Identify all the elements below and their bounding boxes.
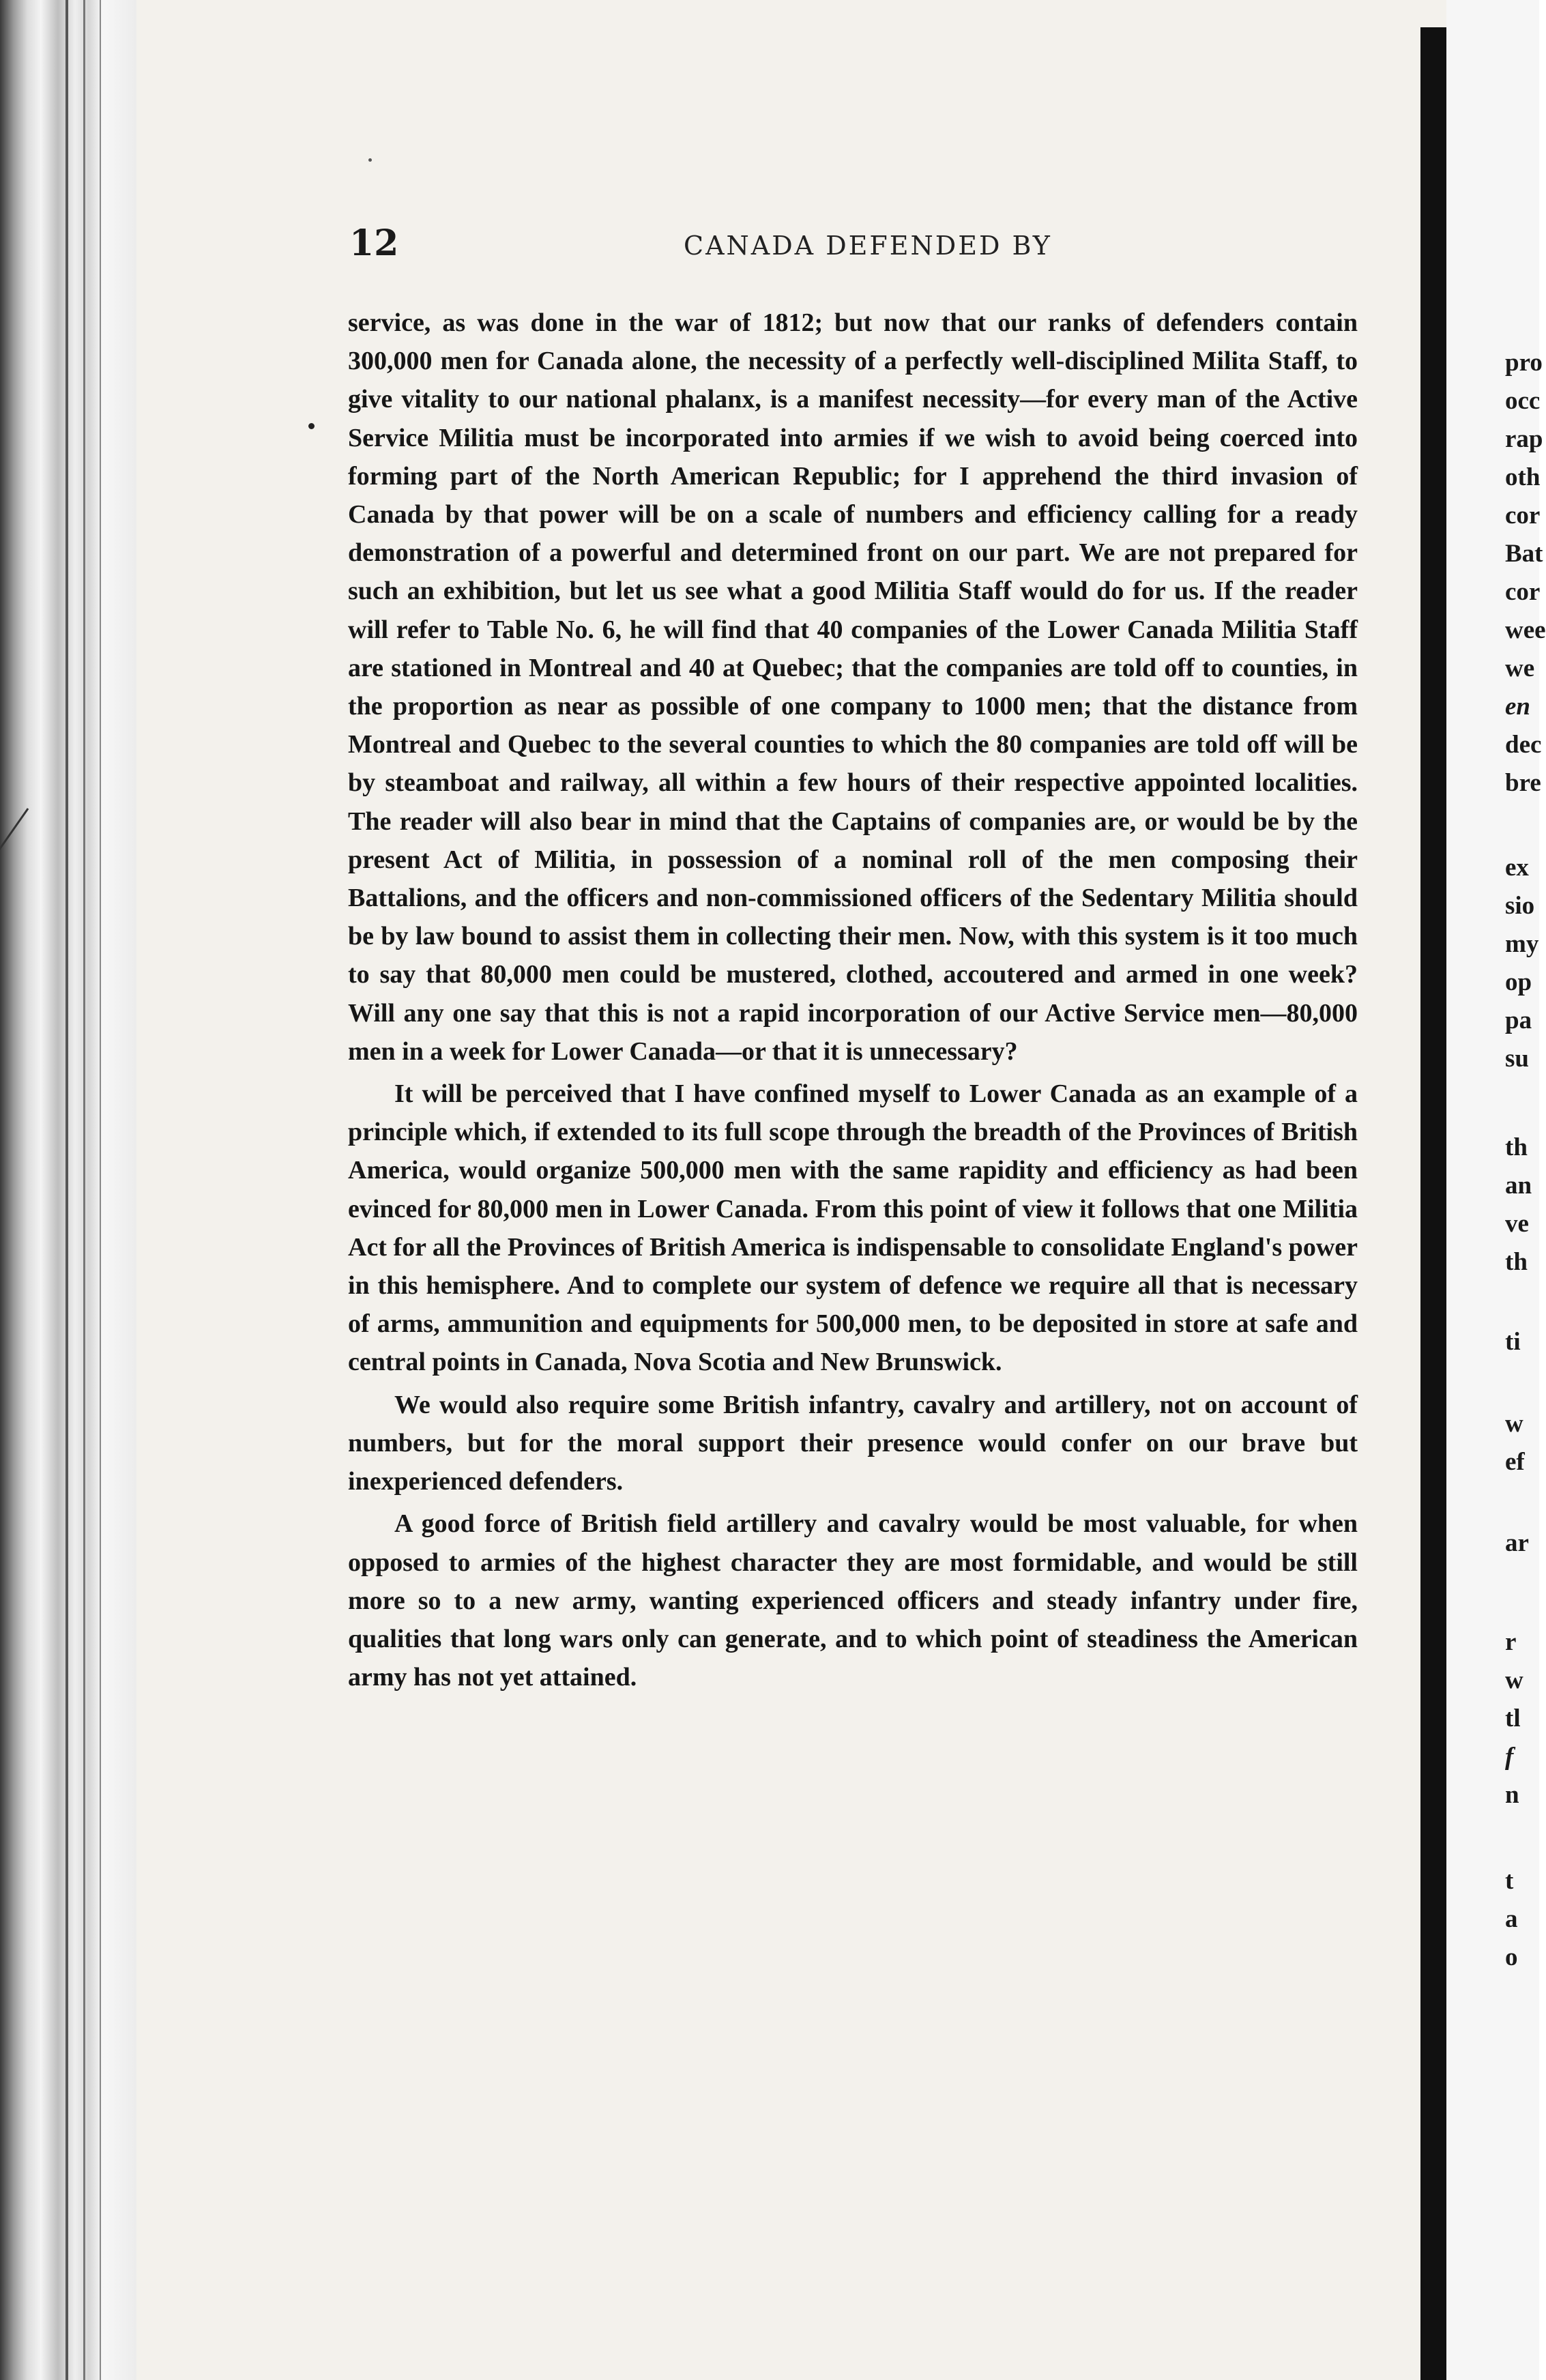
facing-page-fragment: we [1505, 654, 1535, 682]
facing-page-fragment: dec [1505, 731, 1542, 759]
margin-bullet [308, 423, 315, 429]
binding-line [65, 0, 68, 2380]
facing-page-fragment: a [1505, 1905, 1518, 1933]
facing-page-fragment: cor [1505, 502, 1541, 529]
facing-page-fragment: cor [1505, 578, 1541, 606]
facing-page-fragment: o [1505, 1943, 1518, 1971]
running-head-title: CANADA DEFENDED BY [684, 231, 1052, 261]
facing-page-fragment: tl [1505, 1704, 1521, 1732]
facing-page-fragment: bre [1505, 769, 1541, 797]
facing-page-fragment: th [1505, 1133, 1528, 1161]
book-binding-edge [0, 0, 136, 2380]
running-head [349, 222, 1359, 263]
facing-page-fragment: ef [1505, 1448, 1525, 1476]
facing-page [1446, 0, 1546, 2380]
speck [368, 158, 372, 162]
facing-page-fragment: pa [1505, 1006, 1532, 1034]
facing-page-fragment: r [1505, 1628, 1517, 1656]
page-number: 12 [349, 222, 399, 264]
paragraph: service, as was done in the war of 1812; but now that our ranks of defenders contain 300,000 men for Canada alone, the necessity of a perfectly well-disciplined Milita Staff, to give vitality to our national phalanx, is a manifest necessity—for every man of the Active Service Militia must be incorporated into armies if we wish to avoid being coerced into forming part of the North American Republic; for I apprehend the third invasion of Canada by that power will be on a scale of numbers and efficiency calling for a ready demonstration of a powerful and determined front on our part. We are not prepared for such an exhibition, but let us see what a good Militia Staff would do for us. If the reader will refer to Table No. 6, he will find that 40 companies of the Lower Canada Militia Staff are stationed in Montreal and 40 at Quebec; that the companies are told off to counties, in the proportion as near as possible of one company to 1000 men; that the distance from Montreal and Quebec to the several counties to which the 80 companies are told off will be by steamboat and railway, all within a few hours of their respective appointed localities. The reader will also bear in mind that the Captains of companies are, or would be by the present Act of Militia, in possession of a nominal roll of the men composing their Battalions, and the officers and non-commissioned officers of the Sedentary Militia should be by law bound to assist them in collecting their men. Now, with this system is it too much to say that 80,000 men could be mustered, clothed, accoutered and armed in one week? Will any one say that this is not a rapid incorporation of our Active Service men—80,000 men in a week for Lower Canada—or that it is unnecessary? [348, 308, 1358, 1066]
facing-page-fragment: occ [1505, 387, 1541, 415]
facing-page-fragment: Bat [1505, 540, 1543, 568]
facing-page-fragment: an [1505, 1172, 1532, 1200]
page-gutter [1420, 27, 1446, 2380]
facing-page-fragment: su [1505, 1045, 1529, 1073]
facing-page-fragment: ti [1505, 1328, 1521, 1356]
body-text [348, 304, 1358, 1696]
facing-page-fragment: wee [1505, 616, 1546, 644]
facing-page-fragment: oth [1505, 463, 1541, 491]
facing-page-fragment: f [1505, 1743, 1514, 1771]
facing-page-fragment: sio [1505, 892, 1535, 920]
facing-page-fragment: ve [1505, 1210, 1529, 1238]
binding-line [83, 0, 85, 2380]
facing-page-fragment: my [1505, 930, 1539, 958]
paragraph: We would also require some British infantry, cavalry and artillery, not on account of numbers, but for the moral support their presence would confer on our brave but inexperienced defenders. [348, 1390, 1358, 1496]
facing-page-fragment: th [1505, 1248, 1528, 1276]
facing-page-fragment: ex [1505, 854, 1529, 882]
paragraph: It will be perceived that I have confined myself to Lower Canada as an example of a principle which, if extended to its full scope through the breadth of the Provinces of British America, would organize 500,000 men with the same rapidity and efficiency as had been evinced for 80,000 men in Lower Canada. From this point of view it follows that one Militia Act for all the Provinces of British America is indispensable to consolidate England's power in this hemisphere. And to complete our system of defence we require all that is necessary of arms, ammunition and equipments for 500,000 men, to be deposited in store at safe and central points in Canada, Nova Scotia and New Brunswick. [348, 1079, 1358, 1377]
facing-page-fragment: n [1505, 1781, 1519, 1809]
facing-page-fragment: en [1505, 693, 1530, 721]
paragraph: A good force of British field artillery and cavalry would be most valuable, for when opposed to armies of the highest character they are most formidable, and would be still more so to a new army, wanting experienced officers and steady infantry under fire, qualities that long wars only can generate, and to which point of steadiness the American army has not yet attained. [348, 1509, 1358, 1692]
binding-line [100, 0, 101, 2380]
facing-page-fragment: t [1505, 1867, 1514, 1895]
facing-page-fragment: pro [1505, 349, 1543, 377]
facing-page-fragment: w [1505, 1410, 1523, 1438]
facing-page-fragment: rap [1505, 425, 1543, 453]
facing-page-fragment: w [1505, 1666, 1523, 1694]
facing-page-fragment: ar [1505, 1529, 1529, 1557]
facing-page-fragment: op [1505, 968, 1532, 996]
